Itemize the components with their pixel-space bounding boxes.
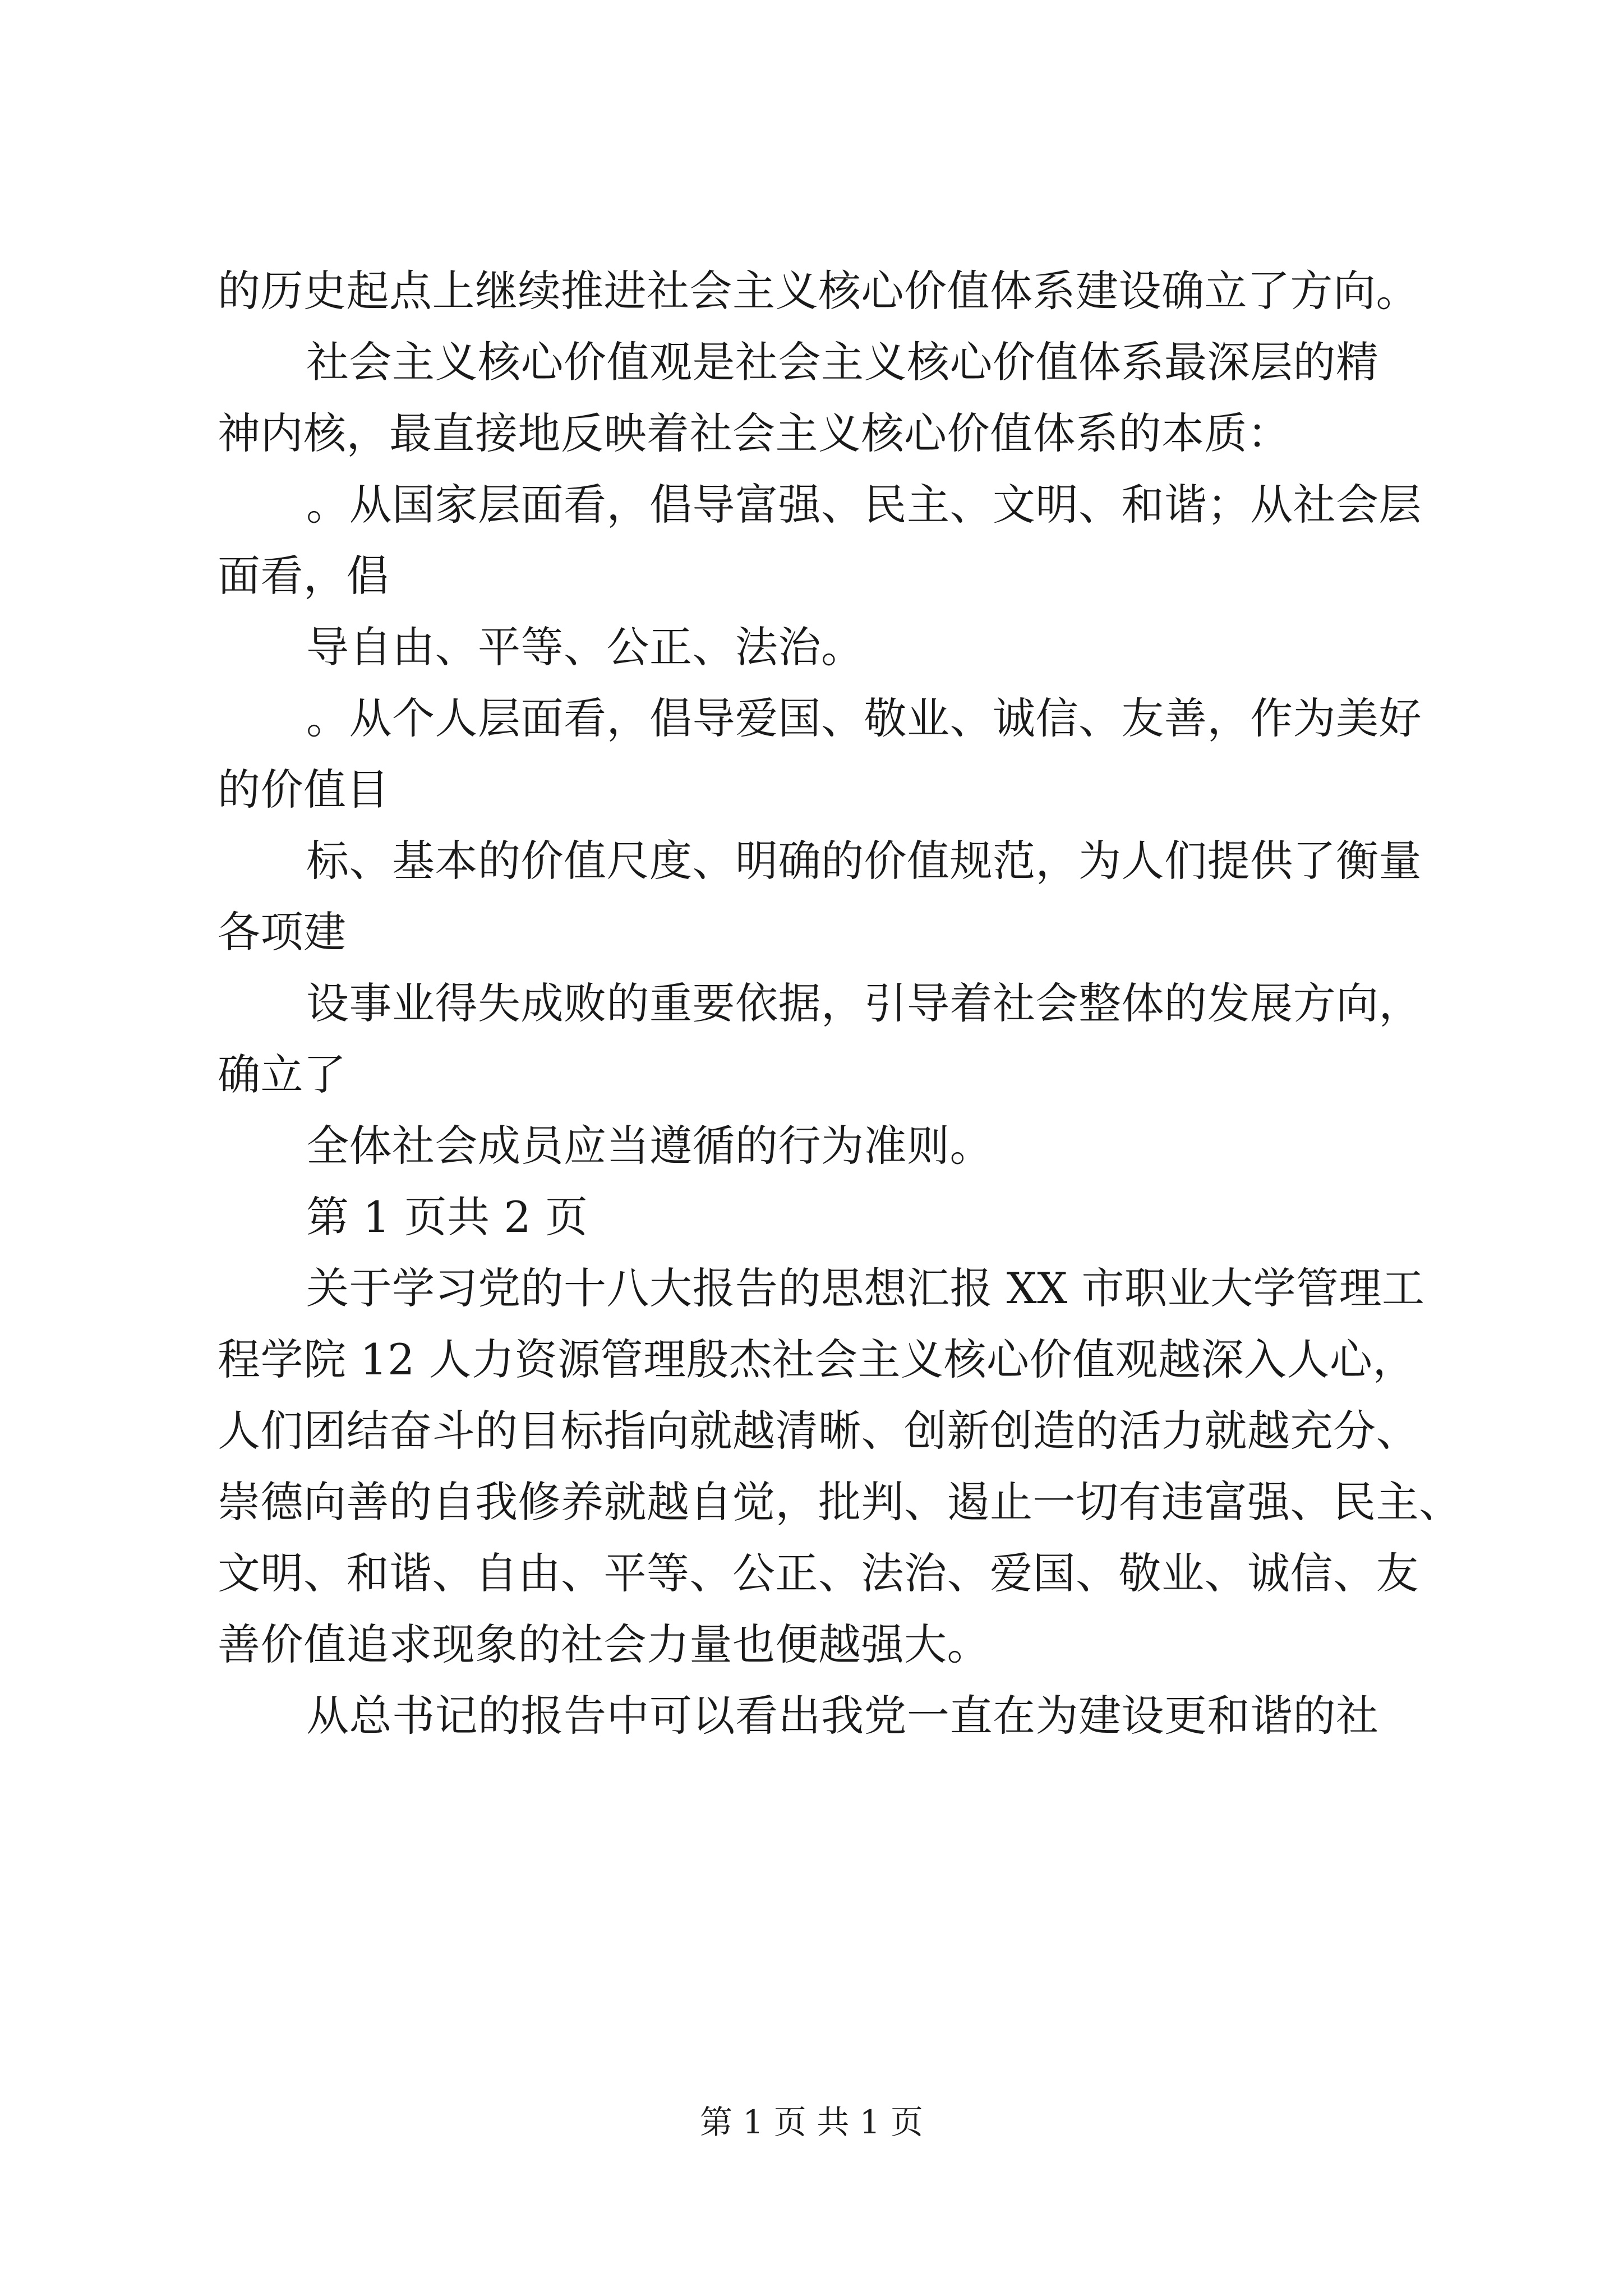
document-body <box>218 255 1462 1751</box>
text-line: 崇德向善的自我修养就越自觉，批判、遏止一切有违富强、民主、 <box>218 1477 1462 1527</box>
text-line: 文明、和谐、自由、平等、公正、法治、爱国、敬业、诚信、友 <box>218 1548 1419 1598</box>
text-line: 社会主义核心价值观是社会主义核心价值体系最深层的精 <box>306 337 1379 387</box>
text-line: 程学院 12 人力资源管理殷杰社会主义核心价值观越深入人心， <box>218 1335 1416 1384</box>
text-line: 。从国家层面看，倡导富强、民主、文明、和谐；从社会层 <box>306 480 1422 530</box>
text-line: 。从个人层面看，倡导爱国、敬业、诚信、友善，作为美好 <box>306 693 1422 743</box>
text-line: 确立了 <box>218 1050 347 1099</box>
text-line: 第 1 页共 2 页 <box>306 1192 588 1242</box>
text-line: 各项建 <box>218 907 347 957</box>
text-line: 人们团结奋斗的目标指向就越清晰、创新创造的活力就越充分、 <box>218 1406 1419 1456</box>
text-line: 设事业得失成败的重要依据，引导着社会整体的发展方向， <box>306 978 1422 1028</box>
text-line: 的历史起点上继续推进社会主义核心价值体系建设确立了方向。 <box>218 266 1419 316</box>
text-line: 神内核，最直接地反映着社会主义核心价值体系的本质： <box>218 408 1290 458</box>
text-line: 标、基本的价值尺度、明确的价值规范，为人们提供了衡量 <box>306 836 1422 886</box>
text-line: 从总书记的报告中可以看出我党一直在为建设更和谐的社 <box>306 1691 1379 1741</box>
page-footer: 第 1 页 共 1 页 <box>700 2103 923 2141</box>
text-line: 善价值追求现象的社会力量也便越强大。 <box>218 1619 990 1669</box>
text-line: 的价值目 <box>218 765 389 815</box>
text-line: 关于学习党的十八大报告的思想汇报 XX 市职业大学管理工 <box>306 1263 1425 1313</box>
text-line: 导自由、平等、公正、法治。 <box>306 622 864 672</box>
text-line: 全体社会成员应当遵循的行为准则。 <box>306 1121 993 1171</box>
text-line: 面看，倡 <box>218 551 389 601</box>
